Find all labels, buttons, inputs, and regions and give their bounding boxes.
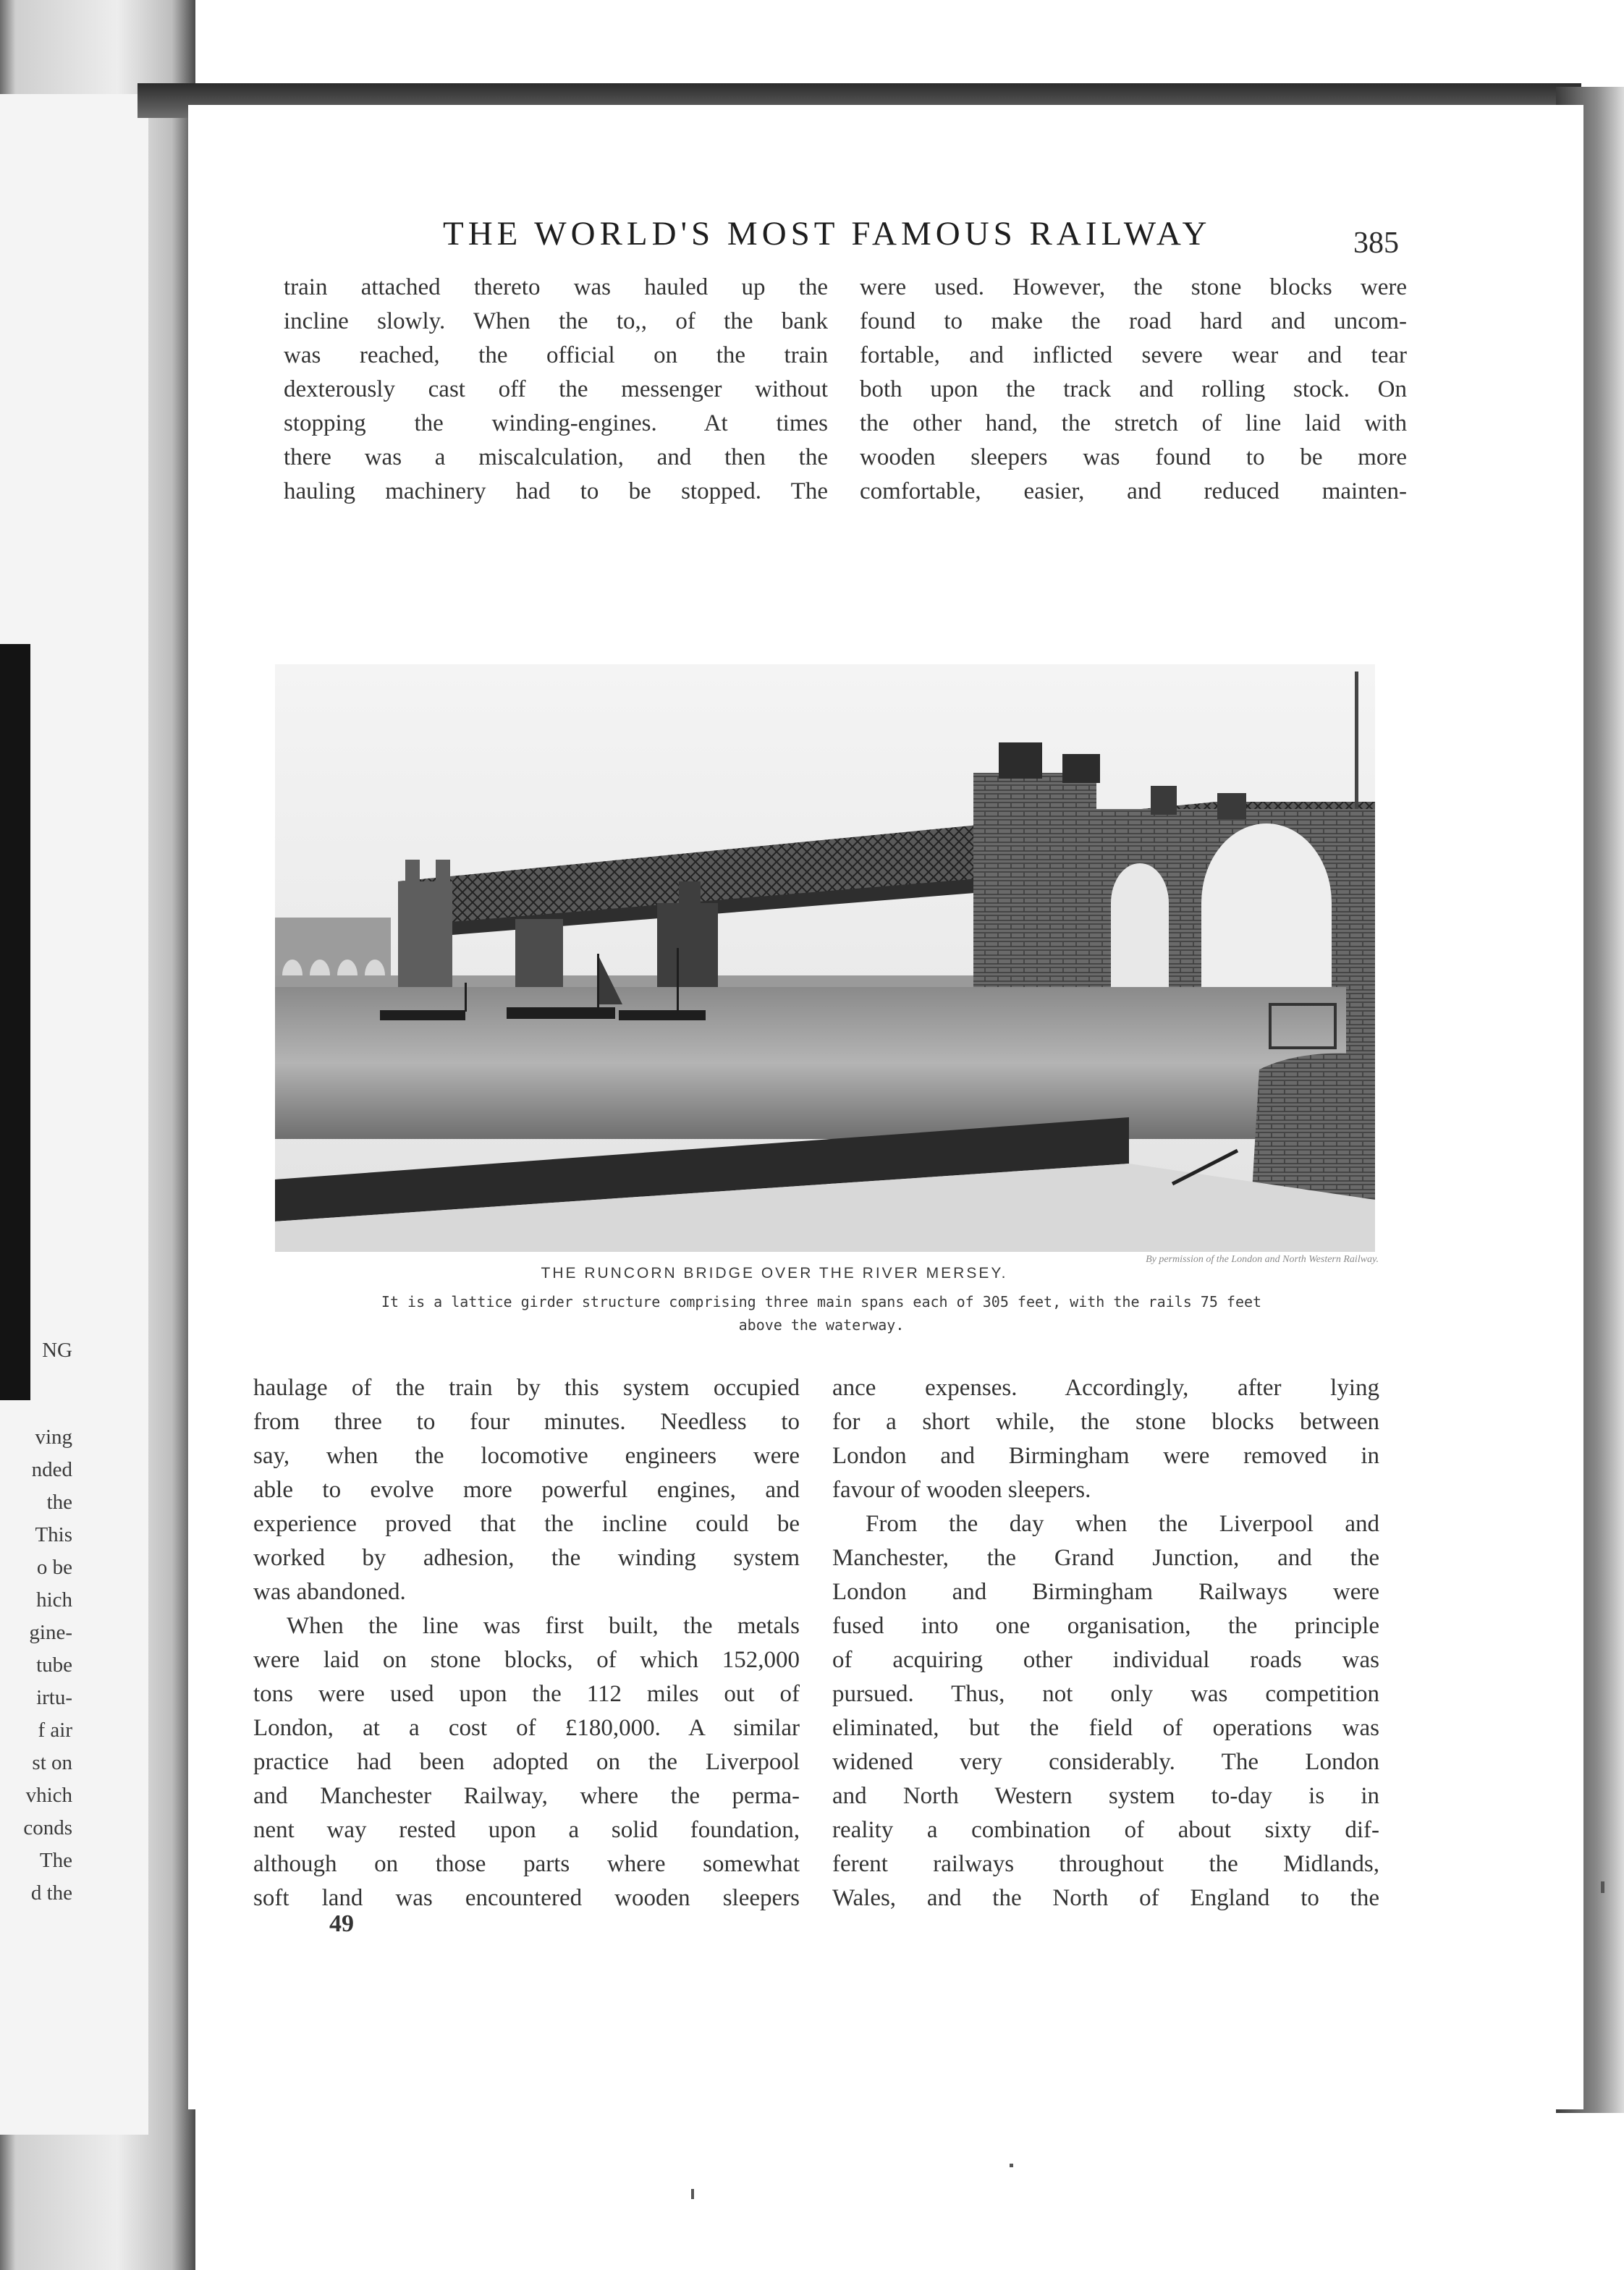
text-line: widened very considerably. The London <box>832 1749 1379 1775</box>
text-line: was abandoned. <box>253 1579 406 1605</box>
text-line: for a short while, the stone blocks between <box>832 1409 1379 1435</box>
previous-page-fragment: NG <box>42 1339 72 1362</box>
text-line: nent way rested upon a solid foundation, <box>253 1817 800 1843</box>
previous-page-fragment: tube <box>36 1653 72 1677</box>
photo-credit: By permission of the London and North Western Railway. <box>1146 1254 1379 1265</box>
previous-page-fragment: nded <box>31 1458 72 1481</box>
text-line: there was a miscalculation, and then the <box>284 444 828 470</box>
text-line: tons were used upon the 112 miles out of <box>253 1681 800 1707</box>
text-line: When the line was first built, the metals <box>287 1613 800 1639</box>
caption-line: It is a lattice girder structure comprising three main spans each of 305 feet, with the rails 75 feet <box>381 1293 1262 1310</box>
previous-page-edge <box>0 94 148 2135</box>
previous-page-fragment: gine- <box>29 1621 72 1644</box>
previous-page-fragment: d the <box>30 1881 72 1905</box>
previous-page-photo-edge <box>0 644 30 1400</box>
text-line: fortable, and inflicted severe wear and tear <box>860 342 1407 368</box>
text-line: Manchester, the Grand Junction, and the <box>832 1545 1379 1571</box>
text-line: haulage of the train by this system occupied <box>253 1375 800 1401</box>
text-line: were used. However, the stone blocks were <box>860 274 1407 300</box>
text-line: From the day when the Liverpool and <box>866 1511 1379 1537</box>
text-line: fused into one organisation, the principle <box>832 1613 1379 1639</box>
previous-page-fragment: st on <box>32 1751 72 1774</box>
text-line: hauling machinery had to be stopped. The <box>284 478 828 504</box>
river-mersey <box>275 987 1346 1139</box>
text-line: from three to four minutes. Needless to <box>253 1409 800 1435</box>
text-line: favour of wooden sleepers. <box>832 1477 1091 1503</box>
text-line: London, at a cost of £180,000. A similar <box>253 1715 800 1741</box>
text-line: ance expenses. Accordingly, after lying <box>832 1375 1379 1401</box>
text-line: although on those parts where somewhat <box>253 1851 800 1877</box>
scan-speck <box>1601 1881 1604 1893</box>
previous-page-fragment: This <box>35 1523 72 1546</box>
figure-caption <box>286 1290 1357 1337</box>
text-line: able to evolve more powerful engines, and <box>253 1477 800 1503</box>
text-line: comfortable, easier, and reduced mainten- <box>860 478 1407 504</box>
text-line: of acquiring other individual roads was <box>832 1647 1379 1673</box>
previous-page-fragment: The <box>39 1849 72 1872</box>
bridge-photograph <box>275 664 1375 1252</box>
page-number: 385 <box>1353 226 1399 260</box>
text-line: experience proved that the incline could be <box>253 1511 800 1537</box>
previous-page-fragment: f air <box>38 1719 72 1742</box>
text-line: eliminated, but the field of operations was <box>832 1715 1379 1741</box>
previous-page-fragment: ving <box>35 1426 72 1449</box>
signature-folio: 49 <box>329 1910 354 1937</box>
column-bottom-left <box>253 1371 800 1915</box>
distant-viaduct <box>275 918 391 975</box>
figure-caption-title: THE RUNCORN BRIDGE OVER THE RIVER MERSEY. <box>541 1265 1008 1282</box>
text-line: and Manchester Railway, where the perma- <box>253 1783 800 1809</box>
text-line: London and Birmingham were removed in <box>832 1443 1379 1469</box>
previous-page-fragment: conds <box>23 1816 72 1839</box>
text-line: practice had been adopted on the Liverpool <box>253 1749 800 1775</box>
text-line: found to make the road hard and uncom- <box>860 308 1407 334</box>
text-line: the other hand, the stretch of line laid with <box>860 410 1407 436</box>
text-line: both upon the track and rolling stock. On <box>860 376 1407 402</box>
text-line: pursued. Thus, not only was competition <box>832 1681 1379 1707</box>
scan-speck <box>1010 2164 1013 2167</box>
column-bottom-right <box>832 1371 1379 1915</box>
column-top-right <box>860 271 1407 509</box>
caption-line: above the waterway. <box>738 1316 905 1334</box>
text-line: worked by adhesion, the winding system <box>253 1545 800 1571</box>
text-line: wooden sleepers was found to be more <box>860 444 1407 470</box>
column-top-left <box>284 271 828 509</box>
text-line: incline slowly. When the to,, of the bank <box>284 308 828 334</box>
text-line: Wales, and the North of England to the <box>832 1885 1379 1911</box>
previous-page-fragment: o be <box>36 1556 72 1579</box>
scan-speck <box>691 2189 694 2199</box>
text-line: were laid on stone blocks, of which 152,000 <box>253 1647 800 1673</box>
previous-page-fragment: irtu- <box>36 1686 72 1709</box>
text-line: was reached, the official on the train <box>284 342 828 368</box>
text-line: ferent railways throughout the Midlands, <box>832 1851 1379 1877</box>
text-line: and North Western system to-day is in <box>832 1783 1379 1809</box>
text-line: stopping the winding-engines. At times <box>284 410 828 436</box>
text-line: soft land was encountered wooden sleepers <box>253 1885 800 1911</box>
previous-page-fragment: hich <box>36 1588 72 1612</box>
previous-page-fragment: vhich <box>25 1784 72 1807</box>
previous-page-fragment: the <box>46 1491 72 1514</box>
running-head: THE WORLD'S MOST FAMOUS RAILWAY <box>443 215 1211 253</box>
text-line: reality a combination of about sixty dif- <box>832 1817 1379 1843</box>
text-line: London and Birmingham Railways were <box>832 1579 1379 1605</box>
text-line: train attached thereto was hauled up the <box>284 274 828 300</box>
text-line: say, when the locomotive engineers were <box>253 1443 800 1469</box>
text-line: dexterously cast off the messenger without <box>284 376 828 402</box>
